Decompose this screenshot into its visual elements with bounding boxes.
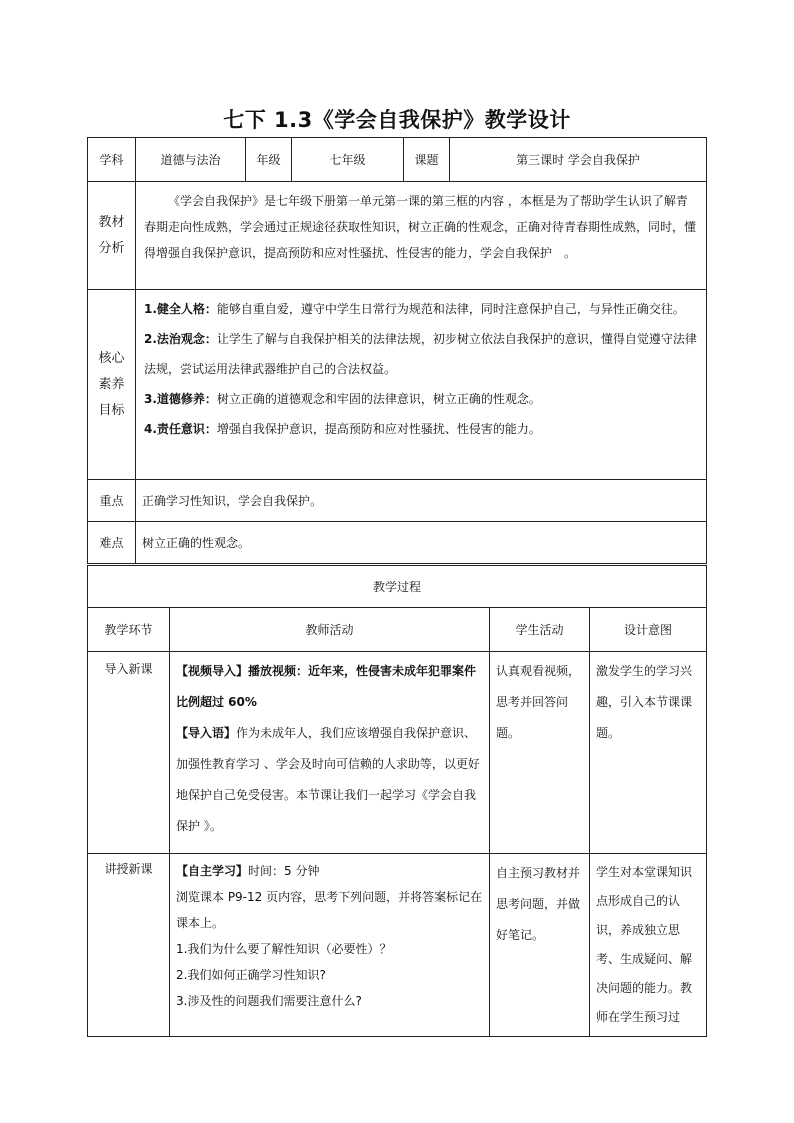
goal-heading: 1.健全人格：: [144, 302, 217, 316]
goal-heading: 2.法治观念：: [144, 332, 217, 346]
process-heading-row: [88, 566, 707, 608]
info-row: [88, 138, 707, 182]
goal-item: [144, 324, 698, 384]
student-activity: 认真观看视频，思考并回答问题。: [490, 652, 590, 854]
goal-item: [144, 294, 698, 324]
grade-value: 七年级: [292, 138, 404, 182]
teacher-activity-text: 作为未成年人，我们应该增强自我保护意识、加强性教育学习 、学会及时向可信赖的人求助等，以更好地保护自己免受侵害。本节课让我们一起学习《学会自我保护 》。: [176, 726, 480, 833]
goal-item: [144, 414, 698, 444]
goal-heading: 3.道德修养：: [144, 392, 217, 406]
teacher-activity-heading: 【视频导入】播放视频：近年来，性侵害未成年犯罪案件比例超过 60%: [176, 664, 477, 709]
analysis-row: [88, 182, 707, 290]
stage-cell: 导入新课: [88, 652, 170, 854]
teacher-activity: [170, 652, 490, 854]
goals-list: [136, 290, 707, 480]
teacher-activity-heading: 【自主学习】: [176, 864, 249, 878]
student-activity: 自主预习教材并思考问题，并做好笔记。: [490, 854, 590, 1037]
stage-cell: 讲授新课: [88, 854, 170, 1037]
teacher-activity-heading: 【导入语】: [176, 726, 237, 740]
process-header-row: [88, 608, 707, 652]
teaching-process-table: [87, 565, 707, 1037]
col-stage-header: 教学环节: [88, 608, 170, 652]
teacher-activity-line: 浏览课本 P9-12 页内容，思考下列问题，并将答案标记在课本上。: [176, 890, 483, 930]
document-title: 七下 1.3《学会自我保护》教学设计: [223, 108, 571, 132]
analysis-text: 《学会自我保护》是七年级下册第一单元第一课的第三框的内容 ，本框是为了帮助学生认识了解青春期走向性成熟，学会通过正规途径获取性知识，树立正确的性观念，正确对待青春期性成熟，同时，懂得增强自我保护意识，提高预防和应对性骚扰、性侵害的能力，学会自我保护 。: [136, 182, 707, 290]
topic-value: 第三课时 学会自我保护: [450, 138, 707, 182]
difficulty-row: [88, 522, 707, 564]
difficulty-text: 树立正确的性观念。: [136, 522, 707, 564]
teacher-activity-line: [176, 858, 483, 884]
goal-item: [144, 384, 698, 414]
goal-heading: 4.责任意识：: [144, 422, 217, 436]
course-info-table: [87, 137, 707, 564]
question-item: 3.涉及性的问题我们需要注意什么?: [176, 994, 362, 1008]
goal-text: 让学生了解与自我保护相关的法律法规，初步树立依法自我保护的意识，懂得自觉遵守法律法规，尝试运用法律武器维护自己的合法权益。: [144, 332, 697, 376]
difficulty-label: 难点: [88, 522, 136, 564]
grade-label: 年级: [246, 138, 292, 182]
goals-label: 核心素养目标: [88, 290, 136, 480]
design-intent: 激发学生的学习兴趣，引入本节课课题。: [590, 652, 707, 854]
subject-label: 学科: [88, 138, 136, 182]
goal-text: 树立正确的道德观念和牢固的法律意识，树立正确的性观念。: [216, 392, 541, 406]
process-row-lecture: [88, 854, 707, 1037]
key-point-label: 重点: [88, 480, 136, 522]
key-point-row: [88, 480, 707, 522]
question-item: 2.我们如何正确学习性知识?: [176, 968, 326, 982]
analysis-label: 教材分析: [88, 182, 136, 290]
design-intent: 学生对本堂课知识点形成自己的认识，养成独立思考、生成疑问、解决问题的能力。教师在学生预习过: [590, 854, 707, 1037]
teacher-activity: [170, 854, 490, 1037]
teacher-activity-line: [176, 656, 483, 718]
goal-text: 能够自重自爱，遵守中学生日常行为规范和法律，同时注意保护自己，与异性正确交往。: [216, 302, 685, 316]
process-heading: 教学过程: [88, 566, 707, 608]
subject-value: 道德与法治: [136, 138, 246, 182]
teacher-activity-line: [176, 718, 483, 842]
question-item: 1.我们为什么要了解性知识（必要性）？: [176, 942, 392, 956]
col-teacher-header: 教师活动: [170, 608, 490, 652]
topic-label: 课题: [404, 138, 450, 182]
teacher-activity-text: 时间：5 分钟: [248, 864, 320, 878]
col-intent-header: 设计意图: [590, 608, 707, 652]
goal-text: 增强自我保护意识，提高预防和应对性骚扰、性侵害的能力。: [216, 422, 541, 436]
col-student-header: 学生活动: [490, 608, 590, 652]
goals-row: [88, 290, 707, 480]
key-point-text: 正确学习性知识，学会自我保护。: [136, 480, 707, 522]
process-row-intro: [88, 652, 707, 854]
